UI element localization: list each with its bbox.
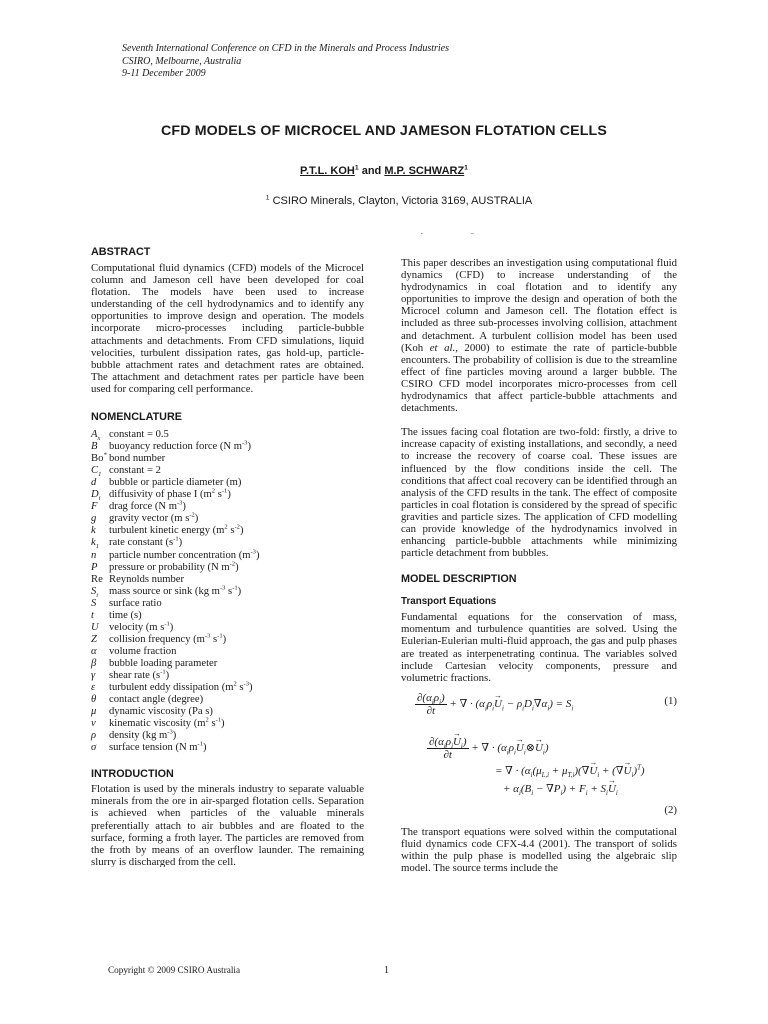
definition-unit-sup: -3 xyxy=(250,547,256,555)
symbol-text: U xyxy=(91,621,99,633)
nomenclature-row xyxy=(91,550,364,562)
nomenclature-definition xyxy=(109,658,364,670)
nomenclature-symbol xyxy=(91,682,109,694)
nomenclature-symbol xyxy=(91,562,109,574)
symbol-text: θ xyxy=(91,694,97,706)
nomenclature-symbol xyxy=(91,730,109,742)
nomenclature-row xyxy=(91,706,364,718)
nomenclature-row xyxy=(91,586,364,598)
author-line xyxy=(0,165,768,177)
nomenclature-symbol xyxy=(91,658,109,670)
definition-unit-sup2: -3 xyxy=(243,680,249,688)
symbol-text: Re xyxy=(91,573,103,585)
model-paragraph-1: Fundamental equations for the conservation of mass, momentum and turbulence quantities are solved. Using the Eulerian-Eulerian multi-fluid approach, the gas and pulp phases are treated as interpenetrating continua. The variables solved include Cartesian velocity components, pressure and volumetric fractions. xyxy=(401,611,677,684)
nomenclature-definition xyxy=(109,537,364,549)
definition-tail: ) xyxy=(249,682,253,694)
definition-text: turbulent eddy dissipation (m xyxy=(109,682,234,694)
abstract-text: Computational fluid dynamics (CFD) models of the Microcel column and Jameson cell have been developed for coal flotation. The models have been used to increase understanding of the cell hydrodynamics and to identify any opportunities to improve design and operation. The models incorporate micro-processes including particle-bubble attachments and detachments. From CFD simulations, liquid velocities, turbulent dissipation rates, gas hold-up, particle-bubble attachment rates and detachment rates are obtained. The attachment and detachment rates per particle have been used for comparing cell performance. xyxy=(91,262,364,395)
nomenclature-symbol xyxy=(91,453,109,465)
symbol-text: B xyxy=(91,441,98,453)
intro-p1-text: Flotation is used by the minerals industry to separate valuable minerals from the ore in air-sparged flotation cells. Separation is achieved when particles of the valuable minerals preferentially attach to air bubbles and are floated to the surface, forming a froth layer. The particles are removed from the froth by means of an overflow launder. The remaining slurry is discharged from the cell. xyxy=(91,783,364,868)
nomenclature-row xyxy=(91,441,364,453)
definition-tail: ) xyxy=(227,489,231,501)
right-column xyxy=(401,233,677,874)
nomenclature-heading: NOMENCLATURE xyxy=(91,411,182,424)
nomenclature-row xyxy=(91,670,364,682)
nomenclature-definition xyxy=(109,489,364,501)
definition-mid: s xyxy=(227,525,235,537)
paper-title: CFD MODELS OF MICROCEL AND JAMESON FLOTATION CELLS xyxy=(161,123,607,139)
nomenclature-symbol xyxy=(91,501,109,513)
definition-tail: ) xyxy=(203,742,207,754)
left-column xyxy=(91,246,364,867)
definition-unit-sup: -3 xyxy=(176,499,183,507)
nomenclature-symbol xyxy=(91,550,109,562)
definition-unit-sup2: -1 xyxy=(232,584,238,592)
conference-header xyxy=(122,43,449,81)
definition-tail: ) xyxy=(165,669,170,681)
symbol-superscript: * xyxy=(103,451,107,459)
nomenclature-definition xyxy=(109,465,364,477)
nomenclature-definition xyxy=(109,598,364,610)
symbol-subscript: i xyxy=(96,591,99,599)
symbol-subscript: 1 xyxy=(98,471,102,479)
nomenclature-row xyxy=(91,634,364,646)
symbol-text: P xyxy=(91,561,98,573)
affiliation-text: CSIRO Minerals, Clayton, Victoria 3169, AUSTRALIA xyxy=(269,195,533,207)
nomenclature-definition xyxy=(109,730,364,742)
nomenclature-row xyxy=(91,429,364,441)
definition-tail: ) xyxy=(182,501,186,513)
definition-unit-sup2: -1 xyxy=(221,487,228,495)
introduction-paragraph-2 xyxy=(401,257,677,414)
nomenclature-row xyxy=(91,477,364,489)
nomenclature-symbol xyxy=(91,537,109,549)
definition-tail: ) xyxy=(222,633,227,645)
nomenclature-definition xyxy=(109,682,364,694)
definition-unit-sup: -1 xyxy=(164,620,170,628)
equation-2-body: $\frac{\partial(\alpha_i\rho_i\to U_i)}{\partial t}$ + ∇ · ($\alpha_i\rho_i\to$ $U_i\otimes\to U_i$) = ∇ · ($\alpha_i(\mu_{L,i} + \mu_{T,i})(\nabla\to U_i$ + (∇→ $U_i)^T$) + $\alpha_i(B_i - \nabla P_i) + F_i + S_i\to U_i$ xyxy=(427,736,645,795)
nomenclature-row xyxy=(91,465,364,477)
definition-unit-sup: 2 xyxy=(233,680,237,688)
nomenclature-row xyxy=(91,622,364,634)
definition-tail: ) xyxy=(178,537,183,549)
symbol-text: ε xyxy=(91,682,96,694)
introduction-heading: INTRODUCTION xyxy=(91,768,174,781)
symbol-subscript: 1 xyxy=(95,543,99,551)
author-schwarz: M.P. SCHWARZ xyxy=(384,165,465,177)
nomenclature-definition xyxy=(109,441,364,453)
definition-unit-sup: 2 xyxy=(211,487,216,495)
symbol-text: α xyxy=(91,645,97,657)
model-heading: MODEL DESCRIPTION xyxy=(401,573,517,586)
definition-unit-sup: -3 xyxy=(167,728,173,736)
definition-unit-sup: -3 xyxy=(241,439,248,447)
definition-mid: s xyxy=(215,489,222,501)
definition-unit-sup: 2 xyxy=(205,716,209,724)
nomenclature-symbol xyxy=(91,610,109,622)
definition-text: mass source or sink (kg m xyxy=(109,585,220,597)
introduction-paragraph-1-continued xyxy=(401,233,677,257)
definition-text: collision frequency (m xyxy=(109,633,205,645)
nomenclature-symbol xyxy=(91,513,109,525)
model-paragraph-2: The transport equations were solved within the computational fluid dynamics code CFX-4.4 (2001). The transport of solids within the pulp phase is modelled using the algebraic slip model. The source terms include the xyxy=(401,825,677,875)
nomenclature-symbol xyxy=(91,489,109,501)
definition-text: diffusivity of phase I (m xyxy=(109,489,212,501)
definition-unit-sup: -2 xyxy=(229,560,236,568)
nomenclature-definition xyxy=(109,501,364,513)
definition-text: buoyancy reduction force (N m xyxy=(109,441,242,453)
introduction-paragraph-3: The issues facing coal flotation are two-fold: firstly, a drive to increase capacity of existing installations, and secondly, a need to increase the recovery of coarse coal. These issues are influenced by the flow conditions inside the cell. The conditions that affect coal recovery can be identified through an analysis of the CFD results in the tank. The effect of composite particles in coal flotation is considered by the spread of specific gravities and particle sizes. The application of CFD modelling can provide knowledge of the hydrodynamics involved in enhancing particle-bubble attachments while minimizing particle detachment from bubbles. xyxy=(401,426,677,560)
equation-1-number: (1) xyxy=(664,694,677,707)
equation-2-number: (2) xyxy=(664,803,677,816)
nomenclature-row xyxy=(91,525,364,537)
symbol-text: k xyxy=(91,525,96,537)
symbol-text: β xyxy=(91,657,97,669)
definition-mid: s xyxy=(236,682,244,694)
nomenclature-definition xyxy=(109,562,364,574)
nomenclature-symbol xyxy=(91,574,109,586)
nomenclature-row xyxy=(91,718,364,730)
definition-text: kinematic viscosity (m xyxy=(109,718,206,730)
nomenclature-symbol xyxy=(91,706,109,718)
definition-text: surface ratio xyxy=(109,597,162,609)
equation-1 xyxy=(401,692,677,730)
symbol-text: d xyxy=(91,477,97,489)
nomenclature-row xyxy=(91,562,364,574)
symbol-text: g xyxy=(91,513,97,525)
nomenclature-symbol xyxy=(91,525,109,537)
symbol-text: n xyxy=(91,549,97,561)
definition-tail: ) xyxy=(172,730,177,742)
definition-tail: ) xyxy=(235,561,239,573)
definition-text: constant = 2 xyxy=(109,465,161,477)
nomenclature-definition xyxy=(109,610,364,622)
definition-text: Reynolds number xyxy=(109,573,185,585)
definition-text: gravity vector (m s xyxy=(109,513,190,525)
definition-unit-sup: -3 xyxy=(219,584,226,592)
definition-unit-sup2: -1 xyxy=(217,632,223,640)
nomenclature-definition xyxy=(109,586,364,598)
definition-text: contact angle (degree) xyxy=(109,694,204,706)
nomenclature-row xyxy=(91,742,364,754)
equation-1-body: $\frac{\partial(\alpha_i\rho_i)}{\partial t}$ + ∇ · $(\alpha_i\rho_i\to U_i - \rho_iD_i\nabla\alpha_i) = S_i$ xyxy=(415,692,573,717)
definition-unit-sup: 2 xyxy=(224,523,228,531)
nomenclature-row xyxy=(91,501,364,513)
nomenclature-row xyxy=(91,489,364,501)
affiliation-marker: 1 xyxy=(265,194,270,202)
definition-unit-sup: -1 xyxy=(197,740,204,748)
symbol-text: C xyxy=(91,465,99,477)
nomenclature-symbol xyxy=(91,598,109,610)
definition-text: shear rate (s xyxy=(109,669,161,681)
transport-subheading: Transport Equations xyxy=(401,596,497,608)
abstract-heading: ABSTRACT xyxy=(91,246,151,258)
nomenclature-symbol xyxy=(91,718,109,730)
nomenclature-row xyxy=(91,453,364,465)
nomenclature-symbol xyxy=(91,622,109,634)
nomenclature-definition xyxy=(109,622,364,634)
definition-mid: s xyxy=(210,633,218,645)
nomenclature-table xyxy=(91,429,364,754)
definition-text: surface tension (N m xyxy=(109,742,198,754)
definition-text: turbulent kinetic energy (m xyxy=(109,525,225,537)
nomenclature-symbol xyxy=(91,586,109,598)
symbol-text: D xyxy=(91,489,99,501)
definition-text: velocity (m s xyxy=(109,621,165,633)
symbol-text: k xyxy=(91,537,96,549)
intro-p2-text-a: This paper describes an investigation using computational fluid dynamics (CFD) to increase understanding of the hydrodynamics in coal flotation and to identify any opportunities to improve the design and operation of both the Microcel column and Jameson cell. The flotation effect is included as three sub-processes involving collision, attachment and detachment. A turbulent collision model has been used (Koh xyxy=(401,257,677,354)
nomenclature-definition xyxy=(109,742,364,754)
nomenclature-definition xyxy=(109,718,364,730)
nomenclature-definition xyxy=(109,694,364,706)
nomenclature-definition xyxy=(109,525,364,537)
nomenclature-definition xyxy=(109,453,364,465)
definition-unit-sup: -1 xyxy=(173,535,179,543)
symbol-subscript: i xyxy=(98,495,101,503)
nomenclature-definition xyxy=(109,429,364,441)
nomenclature-symbol xyxy=(91,694,109,706)
symbol-text: Z xyxy=(91,633,97,645)
symbol-text: ν xyxy=(91,718,96,730)
intro-p1-continued-text xyxy=(401,233,674,234)
introduction-paragraph-1 xyxy=(91,783,364,867)
nomenclature-definition xyxy=(109,634,364,646)
definition-text: drag force (N m xyxy=(109,501,177,513)
nomenclature-row xyxy=(91,610,364,622)
nomenclature-definition xyxy=(109,477,364,489)
definition-tail: ) xyxy=(221,718,225,730)
nomenclature-symbol xyxy=(91,670,109,682)
nomenclature-row xyxy=(91,682,364,694)
nomenclature-row xyxy=(91,598,364,610)
nomenclature-definition xyxy=(109,547,364,562)
symbol-text: t xyxy=(91,609,94,621)
nomenclature-definition xyxy=(109,706,364,718)
definition-unit-sup: -1 xyxy=(160,668,166,676)
definition-tail: ) xyxy=(169,621,174,633)
conference-location: CSIRO, Melbourne, Australia xyxy=(122,55,242,67)
definition-tail: ) xyxy=(255,549,260,561)
definition-mid: s xyxy=(208,718,216,730)
nomenclature-symbol xyxy=(91,646,109,658)
definition-tail: ) xyxy=(247,441,251,453)
nomenclature-row xyxy=(91,537,364,549)
equation-2 xyxy=(401,736,677,822)
definition-text: bond number xyxy=(109,453,166,465)
nomenclature-row xyxy=(91,646,364,658)
nomenclature-symbol xyxy=(91,477,109,489)
nomenclature-body xyxy=(91,429,364,754)
definition-text: volume fraction xyxy=(109,645,177,657)
definition-text: pressure or probability (N m xyxy=(109,561,230,573)
nomenclature-row xyxy=(91,574,364,586)
author-koh: P.T.L. KOH xyxy=(300,165,355,177)
nomenclature-symbol xyxy=(91,465,109,477)
definition-mid: s xyxy=(225,585,233,597)
definition-text: bubble loading parameter xyxy=(109,657,218,669)
symbol-subscript: x xyxy=(97,435,101,443)
conference-name: Seventh International Conference on CFD in the Minerals and Process Industries xyxy=(122,43,449,54)
author-koh-affil: 1 xyxy=(354,164,359,172)
definition-text: density (kg m xyxy=(109,730,168,742)
nomenclature-symbol xyxy=(91,634,109,646)
affiliation xyxy=(0,195,768,207)
nomenclature-symbol xyxy=(91,742,109,754)
symbol-text: μ xyxy=(91,706,97,718)
definition-text: particle number concentration (m xyxy=(109,549,251,561)
nomenclature-row xyxy=(91,694,364,706)
symbol-text: γ xyxy=(91,669,96,681)
author-connector: and xyxy=(358,165,385,177)
symbol-text: Bo xyxy=(91,453,104,465)
symbol-text: S xyxy=(91,597,97,609)
symbol-text: ρ xyxy=(91,730,97,742)
definition-text: rate constant (s xyxy=(109,537,174,549)
nomenclature-row xyxy=(91,658,364,670)
definition-text: time (s) xyxy=(109,609,142,621)
symbol-text: F xyxy=(91,501,98,513)
definition-tail: ) xyxy=(237,585,242,597)
definition-tail: ) xyxy=(194,513,199,525)
definition-unit-sup2: -1 xyxy=(215,716,222,724)
symbol-text: σ xyxy=(91,742,97,754)
definition-unit-sup: -2 xyxy=(189,511,195,519)
page-number: 1 xyxy=(384,965,389,976)
nomenclature-definition xyxy=(109,646,364,658)
definition-text: constant = 0.5 xyxy=(109,429,169,441)
definition-text: bubble or particle diameter (m) xyxy=(109,477,242,489)
definition-unit-sup2: -2 xyxy=(234,523,240,531)
symbol-text: S xyxy=(91,585,97,597)
nomenclature-symbol xyxy=(91,429,109,441)
definition-unit-sup: -3 xyxy=(204,632,211,640)
intro-p2-etal: et al. xyxy=(429,341,456,354)
definition-tail: ) xyxy=(239,525,244,537)
symbol-text: A xyxy=(91,429,98,441)
conference-date: 9-11 December 2009 xyxy=(122,68,206,79)
intro-p2-text-b: , 2000) to estimate the rate of particle-bubble encounters. The probability of collision is due to the streamline effect of fine particles moving around a larger bubble. The CSIRO CFD model incorporates micro-processes from cell hydrodynamics that affect particle-bubble attachments and detachments. xyxy=(401,341,678,415)
definition-text: dynamic viscosity (Pa s) xyxy=(109,706,213,718)
nomenclature-row xyxy=(91,730,364,742)
author-schwarz-affil: 1 xyxy=(464,164,468,172)
copyright-footer: Copyright © 2009 CSIRO Australia xyxy=(108,965,241,975)
